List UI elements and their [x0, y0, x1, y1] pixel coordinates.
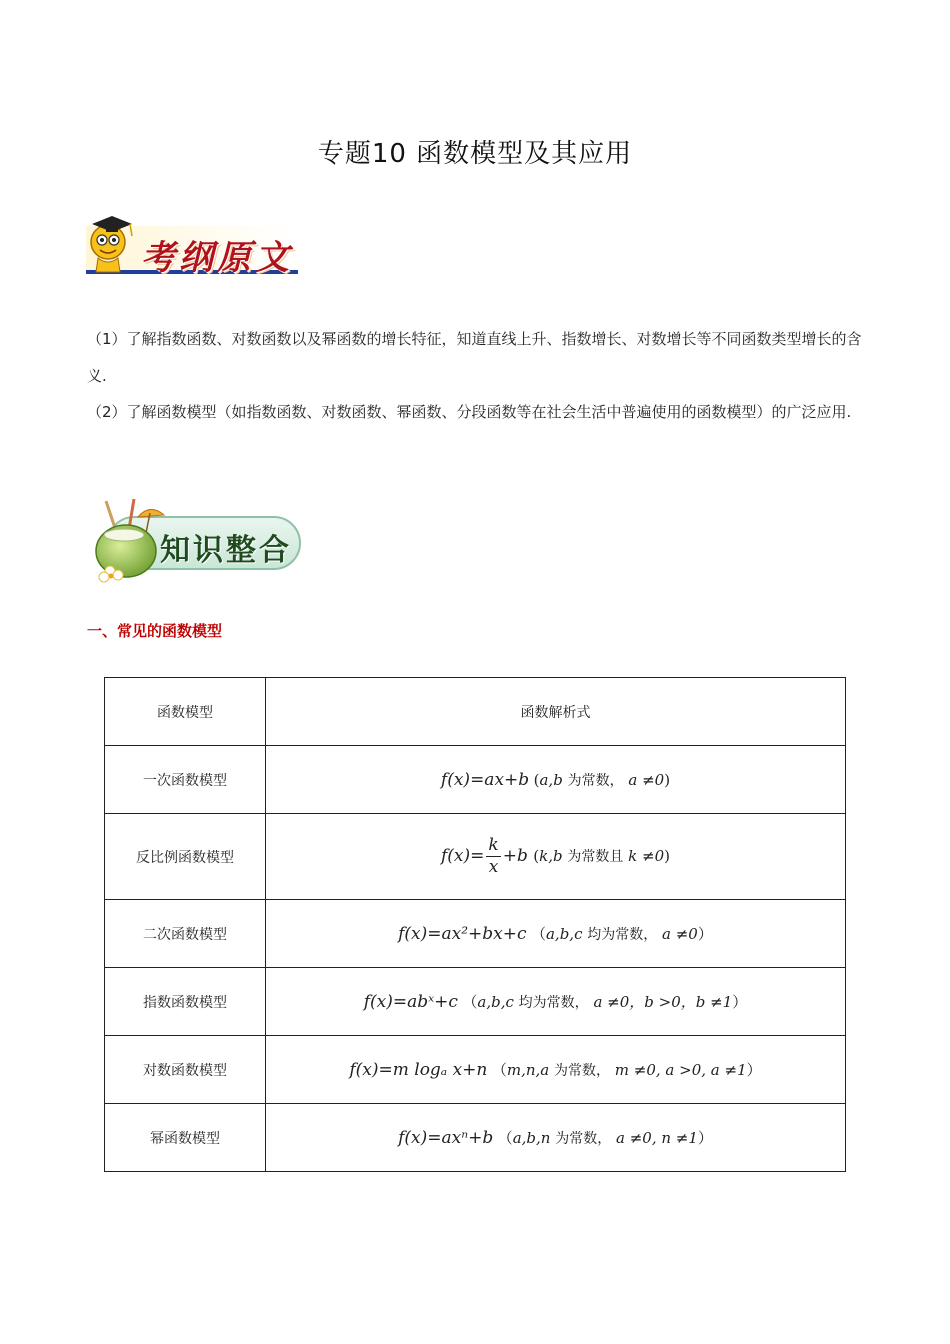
formula: f(x)=ax²+bx+c	[398, 924, 527, 944]
knowledge-banner	[88, 495, 304, 583]
syllabus-banner	[86, 208, 301, 280]
table-row	[105, 1036, 846, 1104]
condition: （m,n,a 为常数， m ≠0, a >0, a ≠1）	[491, 1061, 762, 1079]
formula: f(x)=ax+b	[440, 769, 530, 790]
formula: f(x)=axⁿ+b	[398, 1128, 494, 1148]
formula: f(x)=m logₐ x+n	[349, 1060, 488, 1080]
table-header-row	[105, 678, 846, 746]
function-model-table	[104, 677, 846, 1172]
row-formula-cell	[266, 814, 846, 900]
condition: （a,b,c 均为常数， a ≠0）	[530, 925, 713, 943]
row-name: 指数函数模型	[105, 968, 266, 1036]
row-name: 反比例函数模型	[105, 814, 266, 900]
row-formula-cell	[266, 1036, 846, 1104]
formula: f(x)=abˣ+c	[363, 992, 458, 1012]
row-name: 对数函数模型	[105, 1036, 266, 1104]
row-formula-cell	[266, 900, 846, 968]
table-row	[105, 814, 846, 900]
row-formula-cell	[266, 1104, 846, 1172]
header-formula: 函数解析式	[266, 678, 846, 746]
condition: （a,b,n 为常数， a ≠0, n ≠1）	[497, 1129, 713, 1147]
table-row	[105, 968, 846, 1036]
syllabus-banner-label: 考纲原文	[141, 238, 293, 278]
table-row	[105, 746, 846, 814]
section-heading: 一、常见的函数模型	[87, 622, 223, 640]
syllabus-item-2: （2）了解函数模型（如指数函数、对数函数、幂函数、分段函数等在社会生活中普遍使用的函数模型）的广泛应用.	[87, 403, 852, 421]
row-name: 幂函数模型	[105, 1104, 266, 1172]
row-name: 二次函数模型	[105, 900, 266, 968]
page-title: 专题10 函数模型及其应用	[317, 139, 633, 169]
syllabus-item-1: （1）了解指数函数、对数函数以及幂函数的增长特征，知道直线上升、指数增长、对数增长等不同函数类型增长的含义.	[87, 330, 862, 385]
table-row	[105, 900, 846, 968]
header-model: 函数模型	[105, 678, 266, 746]
knowledge-banner-label: 知识整合	[160, 533, 292, 568]
condition: (a,b 为常数， a ≠0)	[533, 770, 671, 789]
row-formula-cell	[266, 968, 846, 1036]
condition: (k,b 为常数且 k ≠0)	[533, 847, 670, 865]
formula: f(x)= $\frac{k}{x}$ +b	[441, 835, 528, 877]
condition: （a,b,c 均为常数， a ≠0，b >0，b ≠1）	[462, 993, 748, 1011]
table-row	[105, 1104, 846, 1172]
row-formula-cell	[266, 746, 846, 814]
row-name: 一次函数模型	[105, 746, 266, 814]
